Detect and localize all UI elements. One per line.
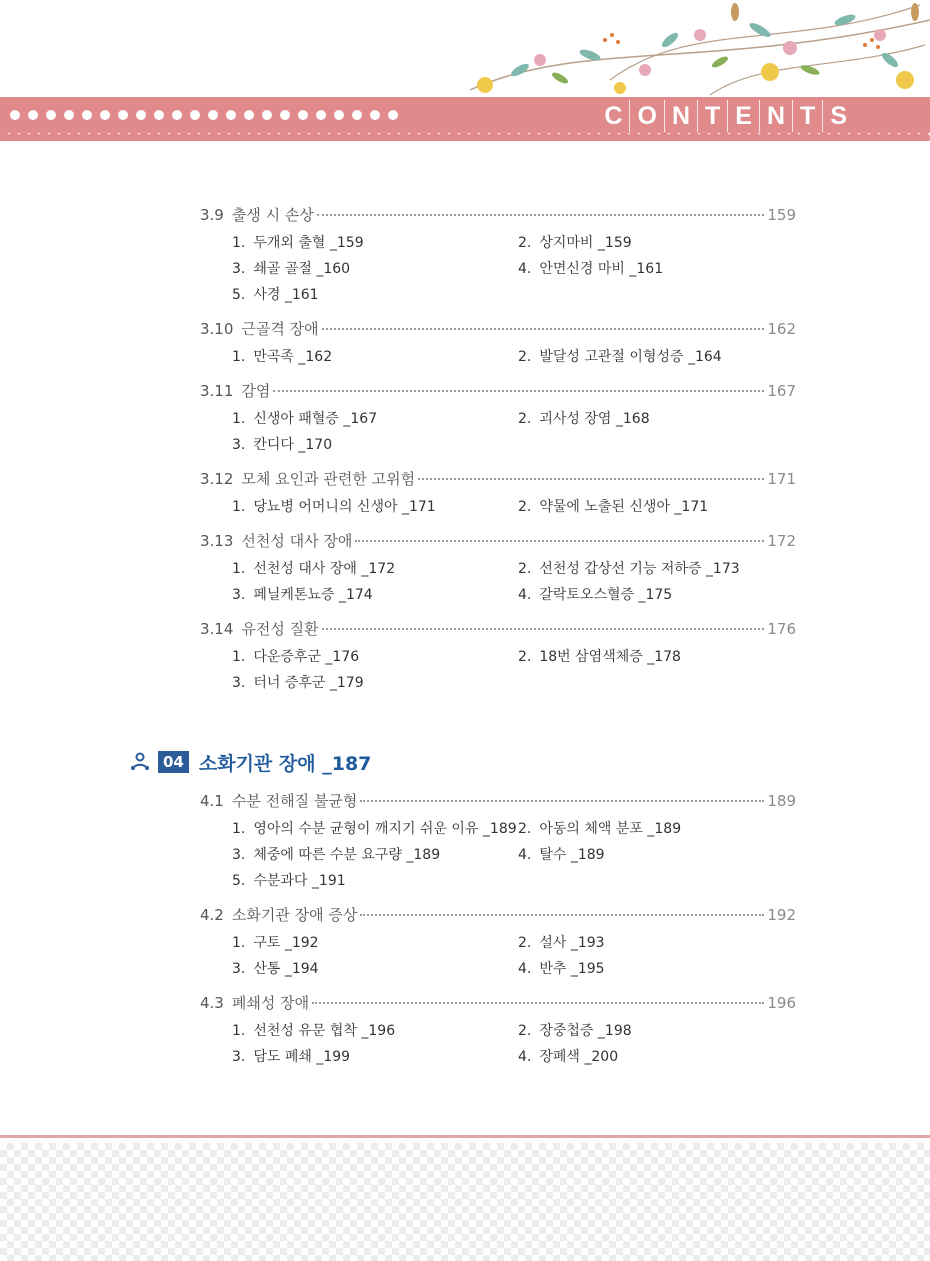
subsection-number: 2.	[518, 235, 532, 251]
subsection-number: 4.	[518, 261, 532, 277]
section-page-number: 167	[767, 382, 796, 400]
subsection-number: 4.	[518, 587, 532, 603]
subsection-item[interactable]	[518, 496, 828, 514]
subsection-item[interactable]	[232, 1046, 518, 1064]
section-page-number: 171	[767, 470, 796, 488]
subsection-list	[232, 558, 796, 602]
toc-section	[200, 904, 796, 976]
person-icon	[130, 752, 150, 772]
section-heading[interactable]	[200, 318, 796, 340]
subsection-text: 발달성 고관절 이형성증 _164	[539, 349, 722, 365]
floral-decoration	[460, 0, 930, 100]
subsection-item[interactable]	[518, 844, 828, 862]
section-number: 4.3	[200, 994, 224, 1012]
subsection-number: 5.	[232, 873, 246, 889]
section-page-number: 172	[767, 532, 796, 550]
subsection-text: 선천성 갑상선 기능 저하증 _173	[539, 561, 740, 577]
subsection-item[interactable]	[518, 558, 828, 576]
subsection-number: 2.	[518, 499, 532, 515]
subsection-number: 1.	[232, 411, 246, 427]
section-title: 감염	[241, 382, 271, 400]
section-heading[interactable]	[200, 530, 796, 552]
section-page-number: 159	[767, 206, 796, 224]
subsection-number: 1.	[232, 821, 246, 837]
toc-section	[200, 380, 796, 452]
subsection-number: 3.	[232, 587, 246, 603]
subsection-number: 3.	[232, 847, 246, 863]
subsection-item[interactable]	[232, 232, 518, 250]
subsection-list	[232, 818, 796, 888]
section-heading[interactable]	[200, 992, 796, 1014]
section-heading[interactable]	[200, 904, 796, 926]
subsection-number: 1.	[232, 499, 246, 515]
section-heading[interactable]	[200, 790, 796, 812]
subsection-text: 약물에 노출된 신생아 _171	[539, 499, 709, 515]
section-heading[interactable]	[200, 380, 796, 402]
contents-title	[597, 100, 854, 132]
subsection-list	[232, 932, 796, 976]
subsection-number: 4.	[518, 961, 532, 977]
toc-section	[200, 530, 796, 602]
dotted-leader	[360, 800, 764, 802]
subsection-item[interactable]	[518, 1046, 828, 1064]
subsection-text: 선천성 유문 협착 _196	[253, 1023, 396, 1039]
subsection-text: 산통 _194	[253, 961, 319, 977]
section-number: 4.1	[200, 792, 224, 810]
subsection-item[interactable]	[518, 346, 828, 364]
subsection-text: 장폐색 _200	[539, 1049, 619, 1065]
contents-letter: N	[664, 100, 697, 132]
dotted-leader	[355, 540, 764, 542]
subsection-list	[232, 346, 796, 364]
subsection-text: 터너 증후군 _179	[253, 675, 364, 691]
subsection-text: 영아의 수분 균형이 깨지기 쉬운 이유 _189	[253, 821, 517, 837]
dotted-leader	[360, 914, 764, 916]
subsection-item[interactable]	[518, 232, 828, 250]
subsection-text: 신생아 패혈증 _167	[253, 411, 378, 427]
subsection-item[interactable]	[232, 408, 518, 426]
subsection-item[interactable]	[232, 932, 518, 950]
section-title: 수분 전해질 불균형	[231, 792, 358, 810]
chapter-heading[interactable]	[130, 748, 371, 776]
subsection-item[interactable]	[232, 584, 518, 602]
subsection-text: 18번 삼염색체증 _178	[539, 649, 681, 665]
subsection-item[interactable]	[232, 284, 518, 302]
section-page-number: 189	[767, 792, 796, 810]
subsection-item[interactable]	[232, 818, 518, 836]
subsection-text: 쇄골 골절 _160	[253, 261, 351, 277]
dotted-leader	[312, 1002, 764, 1004]
section-heading[interactable]	[200, 618, 796, 640]
subsection-text: 만곡족 _162	[253, 349, 333, 365]
subsection-item[interactable]	[232, 958, 518, 976]
subsection-text: 구토 _192	[253, 935, 319, 951]
chapter-title: 소화기관 장애 _187	[198, 752, 372, 775]
subsection-text: 안면신경 마비 _161	[539, 261, 664, 277]
section-number: 3.9	[200, 206, 224, 224]
subsection-list	[232, 232, 796, 302]
dotted-leader	[322, 628, 765, 630]
subsection-item[interactable]	[232, 672, 518, 690]
subsection-item[interactable]	[518, 818, 828, 836]
subsection-item[interactable]	[518, 958, 828, 976]
subsection-item[interactable]	[518, 258, 828, 276]
subsection-item[interactable]	[518, 584, 828, 602]
section-heading[interactable]	[200, 204, 796, 226]
subsection-number: 3.	[232, 1049, 246, 1065]
subsection-item[interactable]	[518, 646, 828, 664]
subsection-number: 3.	[232, 261, 246, 277]
toc-section	[200, 992, 796, 1064]
section-number: 3.11	[200, 382, 234, 400]
subsection-text: 수분과다 _191	[253, 873, 346, 889]
dotted-leader	[322, 328, 765, 330]
section-title: 폐쇄성 장애	[231, 994, 310, 1012]
section-title: 출생 시 손상	[231, 206, 314, 224]
subsection-item[interactable]	[518, 408, 828, 426]
subsection-number: 2.	[518, 821, 532, 837]
section-title: 소화기관 장애 증상	[231, 906, 358, 924]
subsection-item[interactable]	[232, 646, 518, 664]
subsection-number: 2.	[518, 935, 532, 951]
contents-letter: S	[822, 100, 854, 132]
subsection-item[interactable]	[232, 258, 518, 276]
section-title: 유전성 질환	[241, 620, 319, 638]
section-title: 근골격 장애	[241, 320, 319, 338]
subsection-item[interactable]	[232, 844, 518, 862]
subsection-list	[232, 1020, 796, 1064]
section-page-number: 162	[767, 320, 796, 338]
contents-letter: C	[604, 102, 623, 130]
subsection-number: 1.	[232, 235, 246, 251]
subsection-text: 다운증후군 _176	[253, 649, 360, 665]
subsection-list	[232, 496, 796, 514]
subsection-item[interactable]	[232, 870, 518, 888]
subsection-text: 두개외 출혈 _159	[253, 235, 364, 251]
toc-section	[200, 204, 796, 302]
subsection-text: 아동의 체액 분포 _189	[539, 821, 682, 837]
contents-letter: N	[759, 100, 792, 132]
chapter-number-badge: 04	[158, 751, 189, 773]
banner-dots	[10, 110, 398, 122]
section-page-number: 176	[767, 620, 796, 638]
subsection-number: 1.	[232, 935, 246, 951]
subsection-number: 3.	[232, 961, 246, 977]
subsection-number: 3.	[232, 675, 246, 691]
subsection-number: 5.	[232, 287, 246, 303]
subsection-item[interactable]	[518, 932, 828, 950]
subsection-number: 2.	[518, 411, 532, 427]
section-number: 3.13	[200, 532, 234, 550]
subsection-number: 1.	[232, 649, 246, 665]
contents-letter: T	[697, 100, 727, 132]
subsection-text: 괴사성 장염 _168	[539, 411, 650, 427]
subsection-text: 페닐케톤뇨증 _174	[253, 587, 373, 603]
subsection-item[interactable]	[518, 1020, 828, 1038]
subsection-text: 담도 폐쇄 _199	[253, 1049, 351, 1065]
subsection-item[interactable]	[232, 558, 518, 576]
dotted-leader	[317, 214, 765, 216]
footer-line	[0, 1135, 930, 1138]
section-page-number: 196	[767, 994, 796, 1012]
subsection-list	[232, 408, 796, 452]
dotted-leader	[418, 478, 764, 480]
subsection-number: 1.	[232, 1023, 246, 1039]
subsection-text: 사경 _161	[253, 287, 319, 303]
subsection-number: 1.	[232, 561, 246, 577]
subsection-list	[232, 646, 796, 690]
subsection-item[interactable]	[232, 346, 518, 364]
subsection-text: 탈수 _189	[539, 847, 605, 863]
section-number: 3.14	[200, 620, 234, 638]
subsection-number: 2.	[518, 1023, 532, 1039]
subsection-number: 3.	[232, 437, 246, 453]
subsection-number: 4.	[518, 1049, 532, 1065]
section-title: 모체 요인과 관련한 고위험	[241, 470, 416, 488]
contents-letter: O	[629, 100, 663, 132]
toc-section-group-b	[200, 790, 796, 1080]
section-title: 선천성 대사 장애	[241, 532, 353, 550]
subsection-text: 당뇨병 어머니의 신생아 _171	[253, 499, 436, 515]
subsection-item[interactable]	[232, 1020, 518, 1038]
toc-section	[200, 468, 796, 514]
subsection-number: 2.	[518, 349, 532, 365]
subsection-number: 2.	[518, 561, 532, 577]
contents-letter: T	[792, 100, 822, 132]
section-number: 3.10	[200, 320, 234, 338]
subsection-number: 4.	[518, 847, 532, 863]
toc-section	[200, 790, 796, 888]
subsection-text: 체중에 따른 수분 요구량 _189	[253, 847, 441, 863]
subsection-text: 설사 _193	[539, 935, 605, 951]
subsection-text: 상지마비 _159	[539, 235, 632, 251]
section-page-number: 192	[767, 906, 796, 924]
subsection-text: 장중첩증 _198	[539, 1023, 632, 1039]
subsection-text: 선천성 대사 장애 _172	[253, 561, 396, 577]
section-heading[interactable]	[200, 468, 796, 490]
contents-letter: E	[727, 100, 759, 132]
dotted-leader	[273, 390, 764, 392]
subsection-item[interactable]	[232, 434, 518, 452]
subsection-number: 2.	[518, 649, 532, 665]
toc-section	[200, 618, 796, 690]
subsection-text: 갈락토오스혈증 _175	[539, 587, 673, 603]
toc-section	[200, 318, 796, 364]
subsection-number: 1.	[232, 349, 246, 365]
footer-checker-pattern	[0, 1143, 930, 1261]
section-number: 3.12	[200, 470, 234, 488]
toc-section-group-a	[200, 204, 796, 706]
subsection-text: 칸디다 _170	[253, 437, 333, 453]
section-number: 4.2	[200, 906, 224, 924]
subsection-text: 반추 _195	[539, 961, 605, 977]
subsection-item[interactable]	[232, 496, 518, 514]
